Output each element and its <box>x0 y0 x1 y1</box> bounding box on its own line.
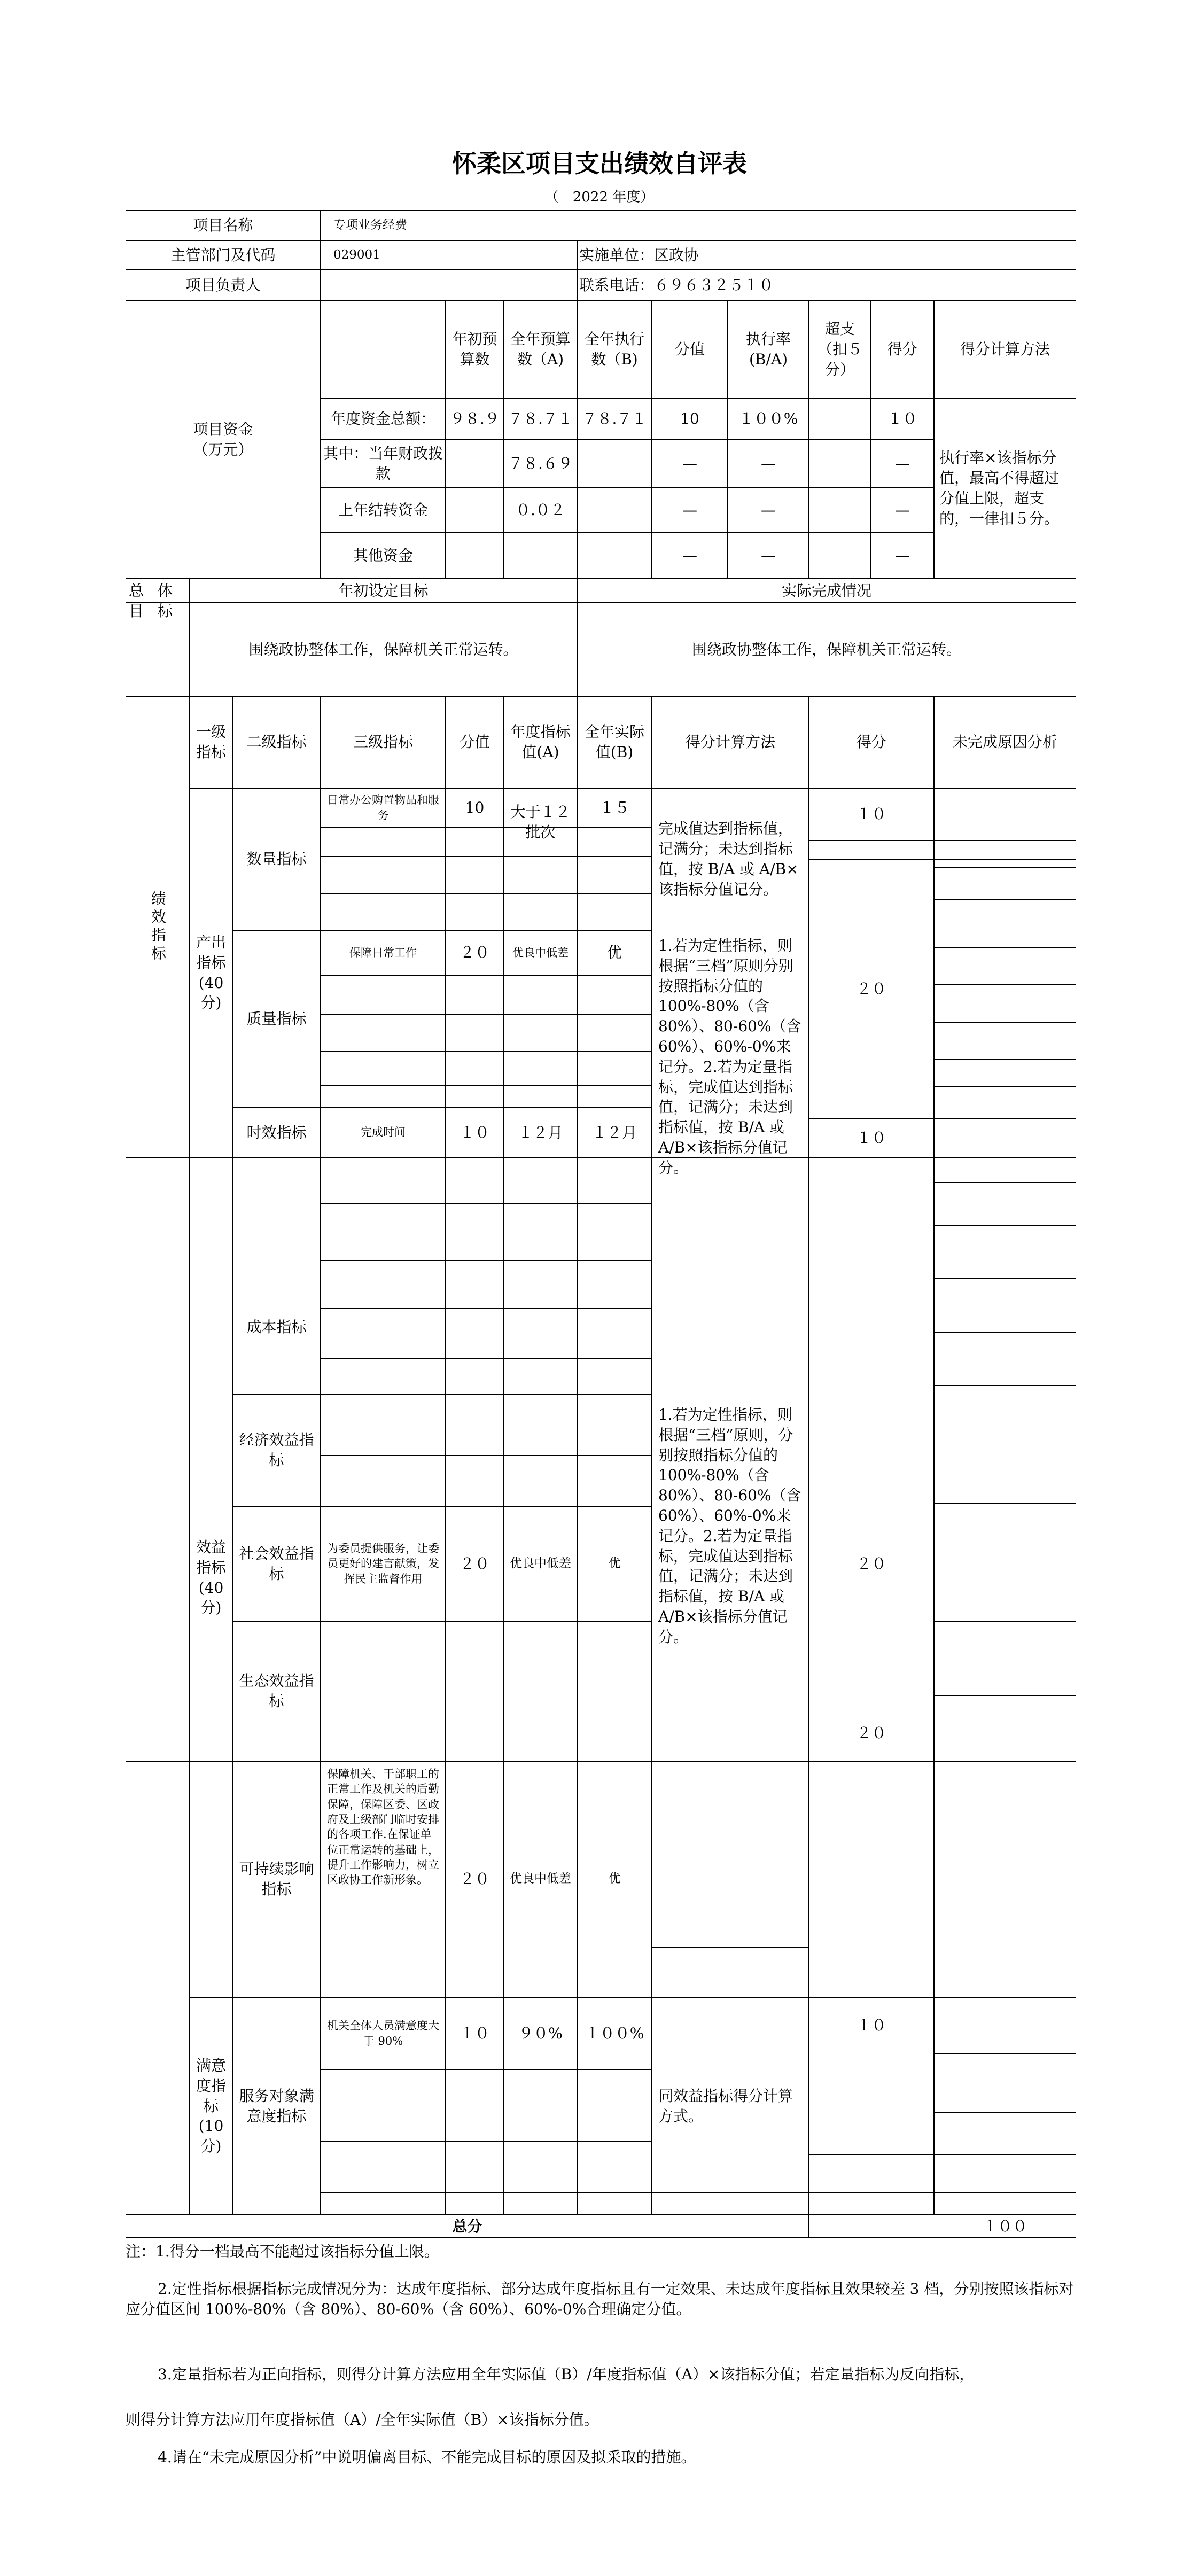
goals-planned: 围绕政协整体工作，保障机关正常运转。 <box>248 640 518 658</box>
timeliness-indicator-label: 时效指标 <box>246 1123 307 1141</box>
quality-actual: 优 <box>606 944 622 962</box>
implementing-unit: 实施单位：区政协 <box>579 246 699 264</box>
service-value: １０ <box>460 2024 490 2042</box>
note-1: 注：1.得分一档最高不能超过该指标分值上限。 <box>126 2243 439 2260</box>
social-value: ２０ <box>460 1554 490 1573</box>
funds-header-initial: 年初预算数 <box>452 330 497 368</box>
funds-row-total-exec: ７８.７１ <box>582 410 647 428</box>
service-actual: １００% <box>585 2024 644 2042</box>
timeliness-score: １０ <box>856 1129 886 1147</box>
funds-header-overspend: 超支（扣５分） <box>817 320 862 378</box>
service-score: １０ <box>856 2016 886 2034</box>
quality-score: ２０ <box>856 979 886 998</box>
funds-method: 执行率×该指标分值，最高不得超过分值上限，超支的，一律扣５分。 <box>939 449 1060 527</box>
service-method: 同效益指标得分计算方式。 <box>658 2087 793 2125</box>
social-indicator-label: 社会效益指标 <box>239 1544 314 1583</box>
funds-row-appropriation-score: — <box>895 454 910 472</box>
funds-row-total-score-value: 10 <box>680 410 699 428</box>
social-score: ２０ <box>856 1554 886 1573</box>
fiscal-year: （ 2022 年度） <box>544 189 655 205</box>
header-target: 年度指标值(A) <box>510 723 571 761</box>
funds-row-carryover-name: 上年结转资金 <box>338 501 428 519</box>
funds-row-carryover-rate: — <box>761 501 776 519</box>
funds-row-total-rate: １００% <box>738 410 798 428</box>
goals-planned-header: 年初设定目标 <box>338 581 429 600</box>
goals-label: 总体目标 <box>128 582 186 620</box>
quantity-actual: １５ <box>599 798 629 816</box>
social-target: 优良中低差 <box>510 1556 571 1570</box>
funds-row-other-score: — <box>895 547 910 565</box>
funds-row-appropriation-rate: — <box>761 454 776 472</box>
header-level2: 二级指标 <box>246 733 307 751</box>
timeliness-value: １０ <box>460 1123 490 1141</box>
benefit-method: 1.若为定性指标，则根据“三档”原则，分别按照指标分值的 100%-80%（含 80%）、80-60%（含 60%）、60%-0%来记分。2.若为定量指标，完成值达到指标值，记满分；未达到指标值，按 B/A 或 A/B×该指标分值记分。 <box>658 1406 801 1646</box>
funds-row-carryover-score: — <box>895 501 910 519</box>
cost-indicator-label: 成本指标 <box>246 1318 307 1336</box>
funds-row-total-name: 年度资金总额： <box>330 410 435 428</box>
goals-actual-header: 实际完成情况 <box>781 581 871 600</box>
social-name: 为委员提供服务，让委员更好的建言献策，发挥民主监督作用 <box>327 1542 439 1585</box>
funds-row-carryover-annual: ０.０２ <box>516 501 565 519</box>
timeliness-name: 完成时间 <box>361 1126 406 1139</box>
header-level3: 三级指标 <box>353 733 413 751</box>
economic-indicator-label: 经济效益指标 <box>239 1431 314 1469</box>
funds-row-other-name: 其他资金 <box>353 547 413 565</box>
header-level1: 一级指标 <box>196 723 226 761</box>
dept-code-value: 029001 <box>333 247 380 262</box>
project-name-label: 项目名称 <box>193 216 253 234</box>
output-indicator-label: 产出指标(40分) <box>196 933 226 1012</box>
quantity-score: １０ <box>856 805 886 823</box>
indicators-section-text: 绩效指标 <box>149 890 167 963</box>
ecological-indicator-label: 生态效益指标 <box>239 1672 314 1710</box>
note-3: 3.定量指标若为正向指标，则得分计算方法应用全年实际值（B）/年度指标值（A）×该指标分值；若定量指标为反向指标， <box>158 2365 975 2383</box>
total-label: 总分 <box>452 2217 482 2235</box>
funds-header-score: 得分 <box>887 340 917 359</box>
project-name-value: 专项业务经费 <box>333 217 407 232</box>
benefit-indicator-label: 效益指标(40分) <box>196 1538 226 1617</box>
quality-value: ２０ <box>460 944 490 962</box>
goals-actual: 围绕政协整体工作，保障机关正常运转。 <box>691 640 961 658</box>
funds-row-appropriation-dash: — <box>682 454 697 472</box>
quality-name: 保障日常工作 <box>349 946 417 959</box>
service-target: ９０% <box>518 2024 563 2042</box>
header-reason: 未完成原因分析 <box>952 733 1057 751</box>
owner-label: 项目负责人 <box>185 276 261 294</box>
contact-phone: 联系电话：６９６３２５１０ <box>579 276 774 294</box>
indicators-section-label <box>126 696 190 1157</box>
funds-row-total-initial: ９８.９ <box>450 410 500 428</box>
quality-indicator-label: 质量指标 <box>246 1010 307 1028</box>
header-score-value: 分值 <box>460 733 490 751</box>
funds-row-other-dash: — <box>682 547 697 565</box>
total-score: １００ <box>982 2217 1027 2235</box>
funds-row-total-score: １０ <box>887 410 917 428</box>
timeliness-actual: １２月 <box>591 1123 637 1141</box>
quality-target: 优良中低差 <box>512 946 569 959</box>
note-4: 4.请在“未完成原因分析”中说明偏离目标、不能完成目标的原因及拟采取的措施。 <box>158 2448 696 2466</box>
satisfaction-indicator-label: 满意度指标(10分) <box>196 2057 226 2155</box>
evaluation-table <box>126 210 1076 2238</box>
funds-header-exec: 全年执行数（B) <box>584 330 644 368</box>
sustainable-indicator-label: 可持续影响指标 <box>239 1860 314 1898</box>
timeliness-target: １２月 <box>518 1123 563 1141</box>
funds-row-other-rate: — <box>761 547 776 565</box>
funds-header-rate: 执行率(B/A) <box>745 330 791 368</box>
sustainable-actual: 优 <box>608 1872 621 1886</box>
header-actual: 全年实际值(B) <box>584 723 644 761</box>
note-3-cont: 则得分计算方法应用年度指标值（A）/全年实际值（B）×该指标分值。 <box>126 2411 599 2429</box>
output-method: 1.若为定性指标，则根据“三档”原则分别按照指标分值的 100%-80%（含 80%）、80-60%（含 60%）、60%-0%来记分。2.若为定量指标，完成值达到指标值，记满分；未达到指标值，按 B/A 或 A/B×该指标分值记分。 <box>658 937 801 1177</box>
quantity-value: 10 <box>465 798 485 816</box>
ecological-score: ２０ <box>856 1724 886 1742</box>
sustainable-value: ２０ <box>460 1870 490 1888</box>
funds-header-score-value: 分值 <box>674 340 705 359</box>
sustainable-name: 保障机关、干部职工的正常工作及机关的后勤保障，保障区委、区政府及上级部门临时安排的各项工作.在保证单位正常运转的基础上，提升工作影响力，树立区政协工作新形象。 <box>327 1768 439 1887</box>
header-method: 得分计算方法 <box>685 733 775 751</box>
note-2: 2.定性指标根据指标完成情况分为：达成年度指标、部分达成年度指标且有一定效果、未达成年度指标且效果较差 3 档，分别按照该指标对应分值区间 100%-80%（含 80%）、80-60%（含 60%）、60%-0%合理确定分值。 <box>126 2280 1074 2318</box>
service-indicator-label: 服务对象满意度指标 <box>239 2087 314 2125</box>
service-name: 机关全体人员满意度大于 90% <box>327 2019 439 2048</box>
quantity-target: 大于１２批次 <box>510 803 571 841</box>
owner-value <box>331 270 577 301</box>
social-actual: 优 <box>608 1556 621 1570</box>
dept-label: 主管部门及代码 <box>170 246 276 264</box>
page-title: 怀柔区项目支出绩效自评表 <box>452 149 747 178</box>
quantity-name: 日常办公购置物品和服务 <box>327 793 439 822</box>
funds-label: 项目资金 （万元） <box>193 421 253 458</box>
funds-row-appropriation-annual: ７８.６９ <box>508 454 573 472</box>
funds-row-total-annual: ７８.７１ <box>508 410 573 428</box>
header-score: 得分 <box>856 733 886 751</box>
quantity-method: 完成值达到指标值，记满分；未达到指标值，按 B/A 或 A/B×该指标分值记分。 <box>658 820 799 898</box>
sustainable-target: 优良中低差 <box>510 1872 571 1886</box>
quantity-indicator-label: 数量指标 <box>246 850 307 868</box>
funds-row-appropriation-name: 其中：当年财政拨款 <box>323 444 443 482</box>
funds-header-annual: 全年预算数（A) <box>510 330 571 368</box>
funds-header-method: 得分计算方法 <box>960 340 1050 359</box>
funds-row-carryover-dash: — <box>682 501 697 519</box>
